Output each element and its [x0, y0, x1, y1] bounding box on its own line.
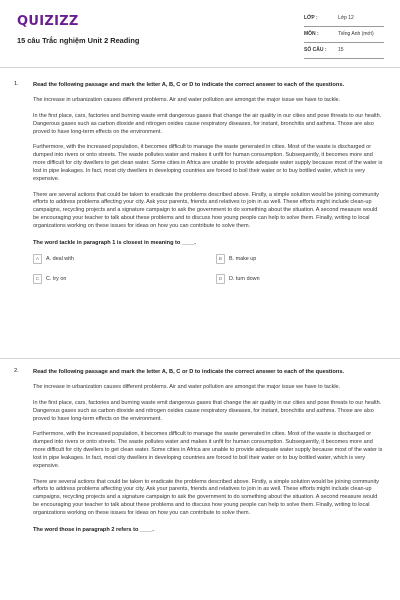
passage-paragraph: There are several actions that could be taken to eradicate the problems described above. Firstly, a simple solution would be joining community efforts to address problems affecting your city. Ask your parents, friends and relatives to join in as well. These efforts might include clean-up campaigns, recycling projects and a signature campaign to ask the government to do something about the situation. A second measure would be encouraging your teacher to talk about these problems and to discuss how young people can help to solve them. Finally, writing to local organizations working on these issues for ideas on how you can contribute to solve them. — [33, 478, 379, 516]
passage-paragraph: Furthermore, with the increased population, it becomes difficult to manage the waste generated in cities. Most of the waste is discharged or dumped into rivers or onto streets. The waste pollutes water and makes it unfit for human consumption. Subsequently, it becomes more and more difficult for city dwellers to get clean water. Some cities in Africa are unable to provide adequate water supply because most of the water is lost in pipe leakages. In fact, most city dwellers in developing countries are forced to boil their water or to buy bottled water, which is very expensive. — [33, 431, 383, 469]
meta-value: Tiếng Anh (mới) — [338, 31, 374, 37]
document-title: 15 câu Trắc nghiệm Unit 2 Reading — [17, 36, 140, 45]
passage-paragraph: The increase in urbanization causes different problems. Air and water pollution are amongst the major issue we have to tackle. — [33, 384, 341, 390]
option-text: A. deal with — [46, 256, 74, 263]
option-c[interactable] — [33, 274, 203, 288]
option-text: C. try on — [46, 276, 67, 283]
page-header — [0, 0, 400, 70]
meta-label: SỐ CÂU : — [304, 47, 327, 53]
option-letter-box: B — [216, 254, 225, 264]
meta-row-class — [304, 12, 384, 27]
question-body — [33, 81, 384, 290]
answer-options — [33, 254, 384, 290]
passage-paragraph: In the first place, cars, factories and burning waste emit dangerous gases that change the air quality in our cities and pose threats to our health. Dangerous gases such as carbon dioxide and nitrogen oxides cause respiratory diseases, for instant, bronchitis and asthma. Those are also proved to have long-term effects on the environment. — [33, 112, 382, 135]
passage-paragraph: Furthermore, with the increased population, it becomes difficult to manage the waste generated in cities. Most of the waste is discharged or dumped into rivers or onto streets. The waste pollutes water and makes it unfit for human consumption. Subsequently, it becomes more and more difficult for city dwellers to get clean water. Some cities in Africa are unable to provide adequate water supply because most of the water is lost in pipe leakages. In fact, most city dwellers in developing countries are forced to boil their water or to buy bottled water, which is very expensive. — [33, 144, 383, 182]
question-divider — [0, 358, 400, 359]
header-divider — [0, 67, 400, 68]
option-text: B. make up — [229, 256, 257, 263]
meta-row-subject — [304, 28, 384, 43]
passage-paragraph: The increase in urbanization causes different problems. Air and water pollution are amongst the major issue we have to tackle. — [33, 97, 341, 103]
question-instruction: Read the following passage and mark the letter A, B, C or D to indicate the correct answer to each of the questions. — [33, 82, 345, 88]
question-instruction: Read the following passage and mark the letter A, B, C or D to indicate the correct answer to each of the questions. — [33, 369, 345, 375]
question-text: The word tackle in paragraph 1 is closest in meaning to ____. — [33, 240, 196, 247]
meta-label: LỚP : — [304, 15, 318, 21]
question-text: The word those in paragraph 2 refers to ____. — [33, 527, 154, 534]
option-d[interactable] — [216, 274, 386, 288]
quizizz-logo: QUIZIZZ — [17, 14, 79, 29]
option-letter-box: A — [33, 254, 42, 264]
question-body — [33, 368, 384, 534]
passage-paragraph: In the first place, cars, factories and burning waste emit dangerous gases that change the air quality in our cities and pose threats to our health. Dangerous gases such as carbon dioxide and nitrogen oxides cause respiratory diseases, for instant, bronchitis and asthma. Those are also proved to have long-term effects on the environment. — [33, 399, 382, 422]
meta-value: 15 — [338, 47, 344, 53]
option-a[interactable] — [33, 254, 203, 268]
meta-table — [304, 12, 384, 60]
option-text: D. turn down — [229, 276, 260, 283]
meta-row-count — [304, 44, 384, 59]
meta-value: Lớp 12 — [338, 15, 354, 21]
question-number: 2. — [14, 368, 19, 374]
question-number: 1. — [14, 81, 19, 87]
option-letter-box: D — [216, 274, 225, 284]
option-letter-box: C — [33, 274, 42, 284]
option-b[interactable] — [216, 254, 386, 268]
passage-paragraph: There are several actions that could be taken to eradicate the problems described above. Firstly, a simple solution would be joining community efforts to address problems affecting your city. Ask your parents, friends and relatives to join in as well. These efforts might include clean-up campaigns, recycling projects and a signature campaign to ask the government to do something about the situation. A second measure would be encouraging your teacher to talk about these problems and to discuss how young people can help to solve them. Finally, writing to local organizations working on these issues for ideas on how you can contribute to solve them. — [33, 191, 379, 229]
meta-label: MÔN : — [304, 31, 319, 37]
